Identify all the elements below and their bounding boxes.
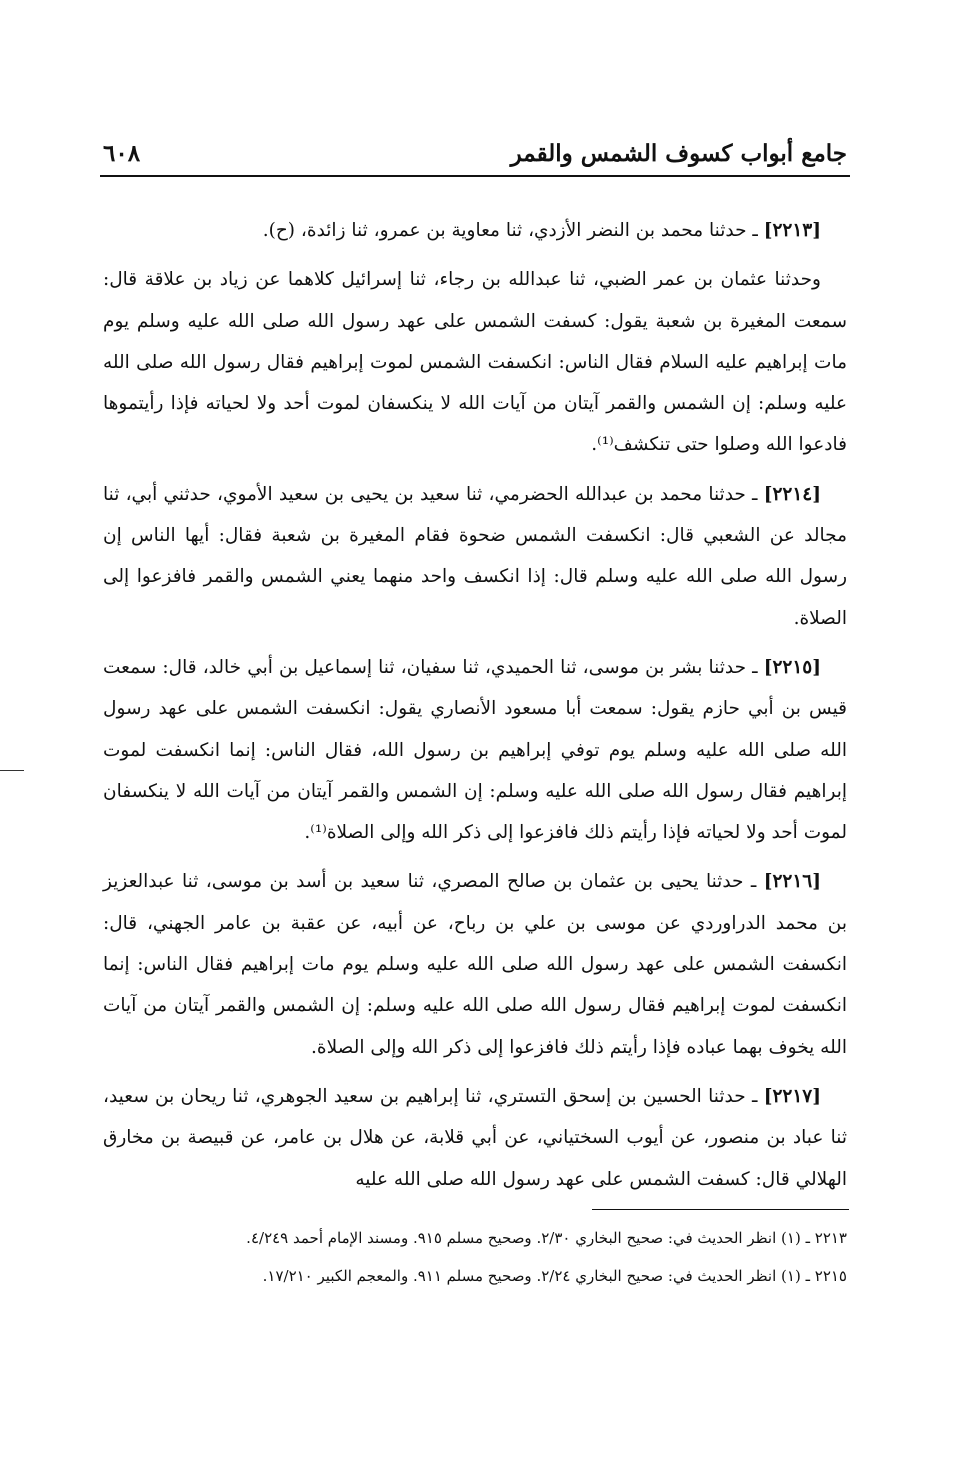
hadith-text: وحدثنا عثمان بن عمر الضبي، ثنا عبدالله بن رجاء، ثنا إسرائيل كلاهما عن زياد بن علاقة قال: سمعت المغيرة بن شعبة يقول: كسفت الشمس على عهد رسول الله صلى الله عليه وسلم يوم مات إبراهيم عليه السلام فقال الناس: انكسفت الشمس لموت إبراهيم فقال رسول الله صلى الله عليه وسلم: إن الشمس والقمر آيتان من آيات الله لا ينكسفان لموت أحد ولا لحياته فإذا رأيتموها فادعوا الله وصلوا حتى تنكشف⁽¹⁾. — [103, 269, 847, 456]
hadith-paragraph — [103, 647, 847, 853]
hadith-text: ـ حدثنا يحيى بن عثمان بن صالح المصري، ثنا سعيد بن أسد بن موسى، ثنا عبدالعزيز بن محمد الدراوردي عن موسى بن علي بن رباح، عن أبيه، عن عقبة بن عامر الجهني، قال: انكسفت الشمس على عهد رسول الله صلى الله عليه وسلم يوم مات إبراهيم فقال الناس: إنما انكسفت لموت إبراهيم فقال رسول الله صلى الله عليه وسلم: إن الشمس والقمر آيتان من آيات الله يخوف بهما عباده فإذا رأيتم ذلك فافزعوا إلى ذكر الله وإلى الصلاة. — [103, 871, 847, 1058]
footnote-divider — [592, 1209, 849, 1210]
hadith-number: [٢٢١٧] — [763, 1085, 821, 1107]
footnote: ٢٢١٥ ـ (١) انظر الحديث في: صحيح البخاري ٢/٢٤. وصحيح مسلم ٩١١. والمعجم الكبير ١٧/٢١٠. — [262, 1267, 847, 1285]
hadith-number: [٢٢١٥] — [763, 656, 821, 678]
header-divider — [100, 175, 850, 177]
hadith-paragraph — [103, 210, 847, 251]
hadith-text: ـ حدثنا الحسين بن إسحق التستري، ثنا إبراهيم بن سعيد الجوهري، ثنا ريحان بن سعيد، ثنا عباد بن منصور، عن أيوب السختياني، عن أبي قلابة، عن هلال بن عامر، عن قبيصة بن مخارق الهلالي قال: كسفت الشمس على عهد رسول الله صلى الله عليه — [103, 1085, 847, 1190]
footnotes — [103, 1222, 847, 1298]
hadith-number: [٢٢١٣] — [763, 220, 821, 241]
hadith-text: ـ حدثنا محمد بن النضر الأزدي، ثنا معاوية بن عمرو، ثنا زائدة، (ح). — [262, 220, 758, 241]
page-header — [103, 138, 847, 170]
hadith-number: [٢٢١٤] — [763, 483, 821, 505]
main-text — [103, 210, 847, 1208]
hadith-paragraph — [103, 259, 847, 465]
hadith-text: ـ حدثنا محمد بن عبدالله الحضرمي، ثنا سعيد بن يحيى بن سعيد الأموي، حدثني أبي، ثنا مجالد عن الشعبي قال: انكسفت الشمس ضحوة فقام المغيرة بن شعبة فقال: أيها الناس إن رسول الله صلى الله عليه وسلم قال: إذا انكسف واحد منهما يعني الشمس والقمر فافزعوا إلى الصلاة. — [103, 483, 847, 629]
hadith-number: [٢٢١٦] — [763, 871, 821, 893]
running-title: جامع أبواب كسوف الشمس والقمر — [510, 140, 847, 167]
margin-tick-mark — [0, 770, 24, 771]
hadith-paragraph — [103, 861, 847, 1067]
hadith-text: ـ حدثنا بشر بن موسى، ثنا الحميدي، ثنا سفيان، ثنا إسماعيل بن أبي خالد، قال: سمعت قيس بن أبي حازم يقول: سمعت أبا مسعود الأنصاري يقول: انكسفت الشمس على عهد رسول الله صلى الله عليه وسلم يوم توفي إبراهيم بن رسول الله، فقال الناس: إنما انكسفت لموت إبراهيم فقال رسول الله صلى الله عليه وسلم: إن الشمس والقمر آيتان من آيات الله لا ينكسفان لموت أحد ولا لحياته فإذا رأيتم ذلك فافزعوا إلى ذكر الله وإلى الصلاة⁽¹⁾. — [103, 656, 847, 844]
page-number: ٦٠٨ — [103, 140, 141, 167]
hadith-paragraph — [103, 474, 847, 639]
hadith-paragraph — [103, 1076, 847, 1200]
footnote: ٢٢١٣ ـ (١) انظر الحديث في: صحيح البخاري ٢/٣٠. وصحيح مسلم ٩١٥. ومسند الإمام أحمد ٤/٢٤٩. — [246, 1229, 847, 1247]
